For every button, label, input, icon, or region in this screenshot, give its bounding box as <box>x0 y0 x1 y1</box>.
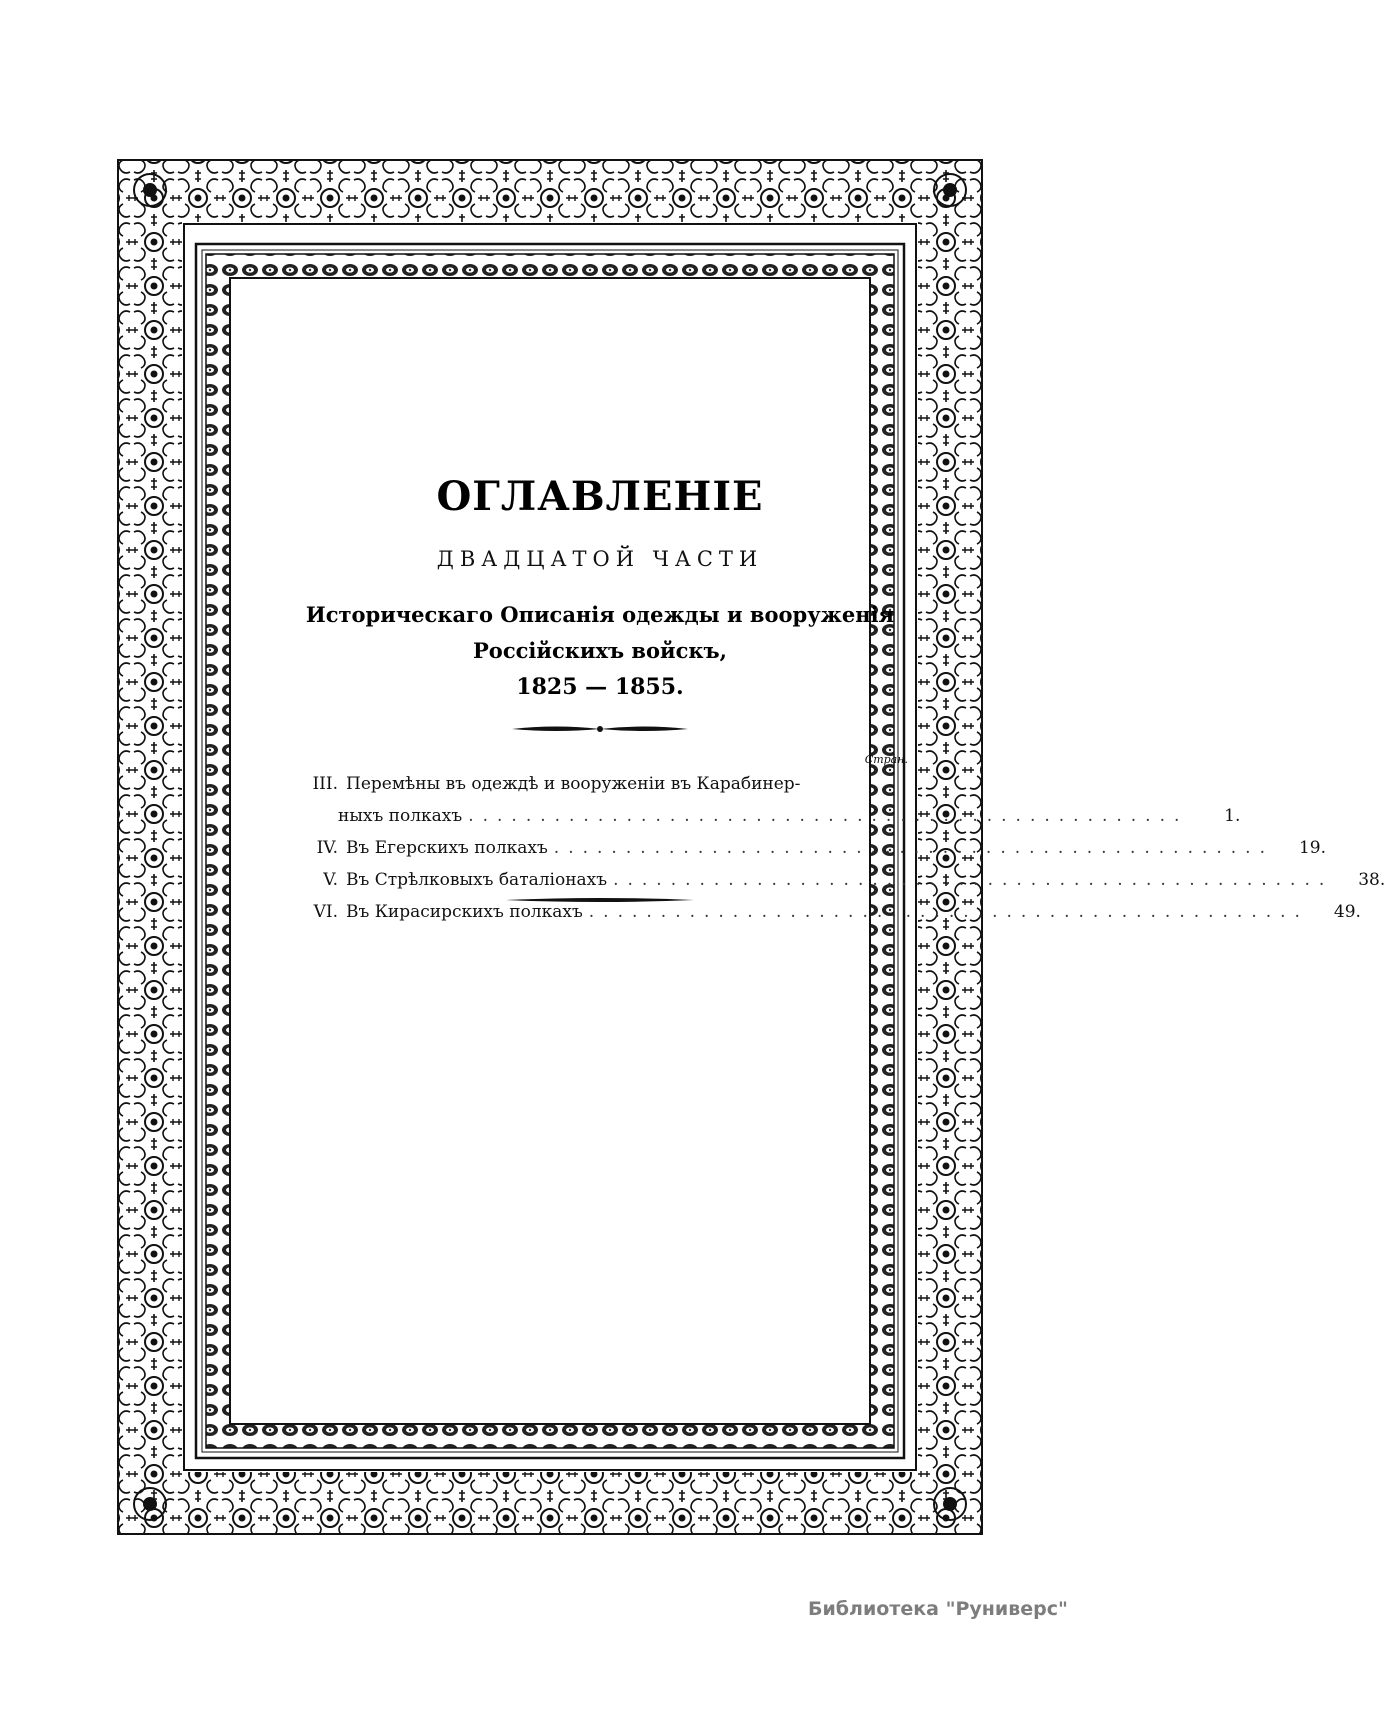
toc-entry-text: Перемѣны въ одеждѣ и вооруженіи въ Карабинер- <box>346 774 801 794</box>
description-line-1: Историческаго Описанія одежды и вооруженія <box>305 602 895 627</box>
toc-entry-number: IV. <box>316 838 338 858</box>
toc-entry-page: 49. <box>1333 902 1361 922</box>
library-watermark: Библиотека "Руниверс" <box>808 1598 1068 1620</box>
toc-entry-page: 1. <box>1224 806 1241 826</box>
table-of-contents <box>294 774 1385 934</box>
toc-entry <box>294 838 1326 870</box>
leader-dots: .................................................. <box>553 838 1274 858</box>
toc-entry-number: VI. <box>313 902 338 922</box>
toc-entry <box>294 774 908 806</box>
toc-entry-continuation <box>294 806 1241 838</box>
toc-entry-text: Въ Кирасирскихъ полкахъ <box>346 902 583 922</box>
flourish-divider-icon <box>512 722 688 736</box>
years: 1825 — 1855. <box>516 674 684 700</box>
toc-entry-text: Въ Егерскихъ полкахъ <box>346 838 548 858</box>
subtitle: ДВАДЦАТОЙ ЧАСТИ <box>436 547 764 571</box>
page-title: ОГЛАВЛЕНІЕ <box>436 473 764 520</box>
toc-entry-number: V. <box>323 870 338 890</box>
flourish-divider-icon <box>506 895 694 905</box>
toc-entry-text: Въ Стрѣлковыхъ баталіонахъ <box>346 870 608 890</box>
leader-dots: .................................................. <box>588 902 1309 922</box>
toc-entry <box>294 902 1361 934</box>
page-column-label: Стран. <box>864 753 908 766</box>
toc-entry-page: 38. <box>1358 870 1385 890</box>
description-line-2: Россійскихъ войскъ, <box>473 638 727 663</box>
leader-dots: .................................................. <box>613 870 1334 890</box>
content-area <box>262 300 1385 1200</box>
toc-entry-page: 19. <box>1298 838 1326 858</box>
toc-entry-text: ныхъ полкахъ <box>338 806 463 826</box>
leader-dots: .................................................. <box>468 806 1189 826</box>
toc-entry-number: III. <box>312 774 338 794</box>
